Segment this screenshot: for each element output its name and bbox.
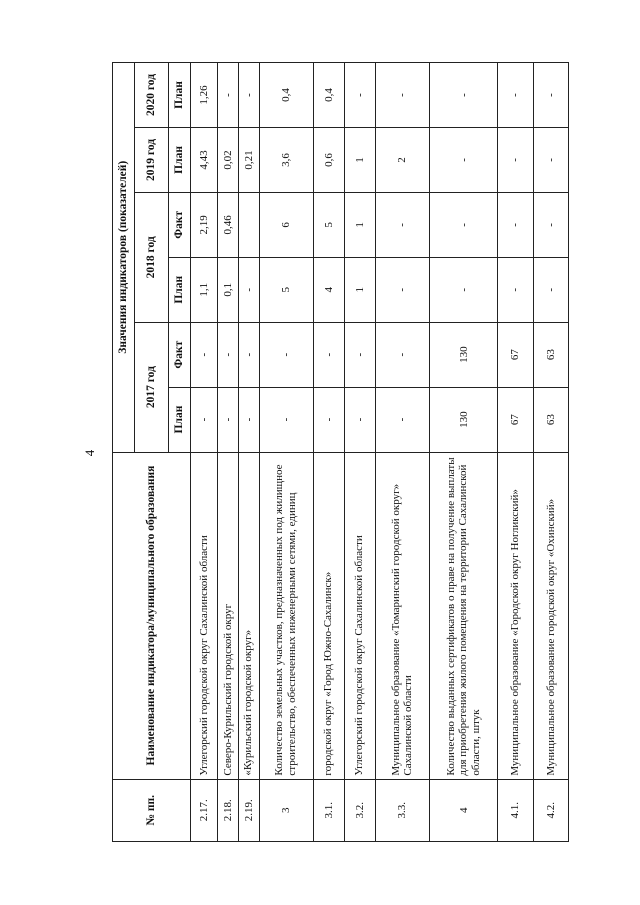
- value-2017-fact: -: [259, 322, 313, 387]
- value-2020-plan: 1,26: [191, 63, 218, 128]
- value-2020-plan: 0,4: [259, 63, 313, 128]
- value-2017-fact: -: [344, 322, 375, 387]
- value-2017-plan: 67: [498, 387, 533, 452]
- value-2020-plan: -: [429, 63, 498, 128]
- row-num: 3: [259, 779, 313, 841]
- header-values-group: Значения индикаторов (показателей): [113, 63, 135, 453]
- value-2018-fact: 0,46: [218, 192, 239, 257]
- row-num: 2.17.: [191, 779, 218, 841]
- value-2018-plan: -: [533, 257, 568, 322]
- table-row: [238, 63, 259, 842]
- row-num: 2.19.: [238, 779, 259, 841]
- value-2019-plan: 0,02: [218, 127, 239, 192]
- row-name: Муниципальное образование «Городской округ Ногликский»: [498, 452, 533, 779]
- value-2020-plan: 0,4: [313, 63, 344, 128]
- value-2017-fact: 67: [498, 322, 533, 387]
- value-2017-plan: -: [375, 387, 429, 452]
- value-2017-fact: -: [218, 322, 239, 387]
- header-fact: Факт: [169, 192, 191, 257]
- value-2019-plan: 3,6: [259, 127, 313, 192]
- rotated-table-container: [112, 62, 569, 842]
- value-2018-plan: -: [498, 257, 533, 322]
- value-2017-plan: -: [191, 387, 218, 452]
- row-num: 3.3.: [375, 779, 429, 841]
- row-name: Муниципальное образование «Томаринский городской округ» Сахалинской области: [375, 452, 429, 779]
- row-name: Углегорский городской округ Сахалинской области: [344, 452, 375, 779]
- value-2019-plan: -: [429, 127, 498, 192]
- value-2018-fact: -: [498, 192, 533, 257]
- value-2018-plan: 4: [313, 257, 344, 322]
- value-2018-plan: -: [429, 257, 498, 322]
- value-2017-fact: -: [375, 322, 429, 387]
- table-row: [259, 63, 313, 842]
- value-2018-plan: 1,1: [191, 257, 218, 322]
- header-year-2020: 2020 год: [135, 63, 169, 128]
- value-2018-plan: 0,1: [218, 257, 239, 322]
- table-row: [375, 63, 429, 842]
- row-name: Углегорский городской округ Сахалинской области: [191, 452, 218, 779]
- value-2017-plan: -: [344, 387, 375, 452]
- row-name: Количество выданных сертификатов о праве на получение выплаты для приобретения жилого помещения на территории Сахалинской области, штук: [429, 452, 498, 779]
- value-2017-fact: -: [238, 322, 259, 387]
- value-2017-plan: 130: [429, 387, 498, 452]
- row-num: 4.1.: [498, 779, 533, 841]
- value-2018-fact: 5: [313, 192, 344, 257]
- value-2017-plan: 63: [533, 387, 568, 452]
- value-2019-plan: 2: [375, 127, 429, 192]
- header-name: Наименование индикатора/муниципального образования: [113, 452, 191, 779]
- row-name: Северо-Курильский городской округ: [218, 452, 239, 779]
- value-2017-fact: -: [191, 322, 218, 387]
- value-2017-fact: 63: [533, 322, 568, 387]
- value-2018-fact: [238, 192, 259, 257]
- value-2017-fact: -: [313, 322, 344, 387]
- value-2020-plan: -: [238, 63, 259, 128]
- value-2019-plan: 0,6: [313, 127, 344, 192]
- header-num: № пп.: [113, 779, 191, 841]
- value-2018-plan: -: [238, 257, 259, 322]
- value-2018-fact: 2,19: [191, 192, 218, 257]
- value-2018-fact: -: [375, 192, 429, 257]
- value-2018-fact: 1: [344, 192, 375, 257]
- table-row: [498, 63, 533, 842]
- value-2018-fact: -: [533, 192, 568, 257]
- table-row: [218, 63, 239, 842]
- value-2017-plan: -: [259, 387, 313, 452]
- value-2017-plan: -: [218, 387, 239, 452]
- value-2020-plan: -: [218, 63, 239, 128]
- row-num: 4: [429, 779, 498, 841]
- table-row: [313, 63, 344, 842]
- value-2020-plan: -: [498, 63, 533, 128]
- value-2017-plan: -: [313, 387, 344, 452]
- value-2018-plan: -: [375, 257, 429, 322]
- table-row: [191, 63, 218, 842]
- value-2020-plan: -: [375, 63, 429, 128]
- value-2019-plan: 4,43: [191, 127, 218, 192]
- value-2019-plan: -: [498, 127, 533, 192]
- value-2019-plan: 0,21: [238, 127, 259, 192]
- header-plan: План: [169, 257, 191, 322]
- header-fact: Факт: [169, 322, 191, 387]
- row-num: 4.2.: [533, 779, 568, 841]
- table-row: [533, 63, 568, 842]
- row-name: Муниципальное образование городской округ «Охинский»: [533, 452, 568, 779]
- value-2020-plan: -: [344, 63, 375, 128]
- header-plan: План: [169, 127, 191, 192]
- value-2018-plan: 5: [259, 257, 313, 322]
- row-num: 3.1.: [313, 779, 344, 841]
- header-year-2017: 2017 год: [135, 322, 169, 452]
- value-2020-plan: -: [533, 63, 568, 128]
- header-plan: План: [169, 387, 191, 452]
- row-name: городской округ «Город Южно-Сахалинск»: [313, 452, 344, 779]
- value-2018-fact: -: [429, 192, 498, 257]
- indicators-table: [112, 62, 569, 842]
- row-num: 3.2.: [344, 779, 375, 841]
- row-num: 2.18.: [218, 779, 239, 841]
- page-number: 4: [82, 449, 97, 457]
- value-2018-plan: 1: [344, 257, 375, 322]
- value-2017-plan: -: [238, 387, 259, 452]
- row-name: «Курильский городской округ»: [238, 452, 259, 779]
- header-plan: План: [169, 63, 191, 128]
- value-2018-fact: 6: [259, 192, 313, 257]
- value-2019-plan: -: [533, 127, 568, 192]
- header-year-2018: 2018 год: [135, 192, 169, 322]
- row-name: Количество земельных участков, предназначенных под жилищное строительство, обеспеченных инженерными сетями, единиц: [259, 452, 313, 779]
- value-2017-fact: 130: [429, 322, 498, 387]
- value-2019-plan: 1: [344, 127, 375, 192]
- table-row: [344, 63, 375, 842]
- header-year-2019: 2019 год: [135, 127, 169, 192]
- table-row: [429, 63, 498, 842]
